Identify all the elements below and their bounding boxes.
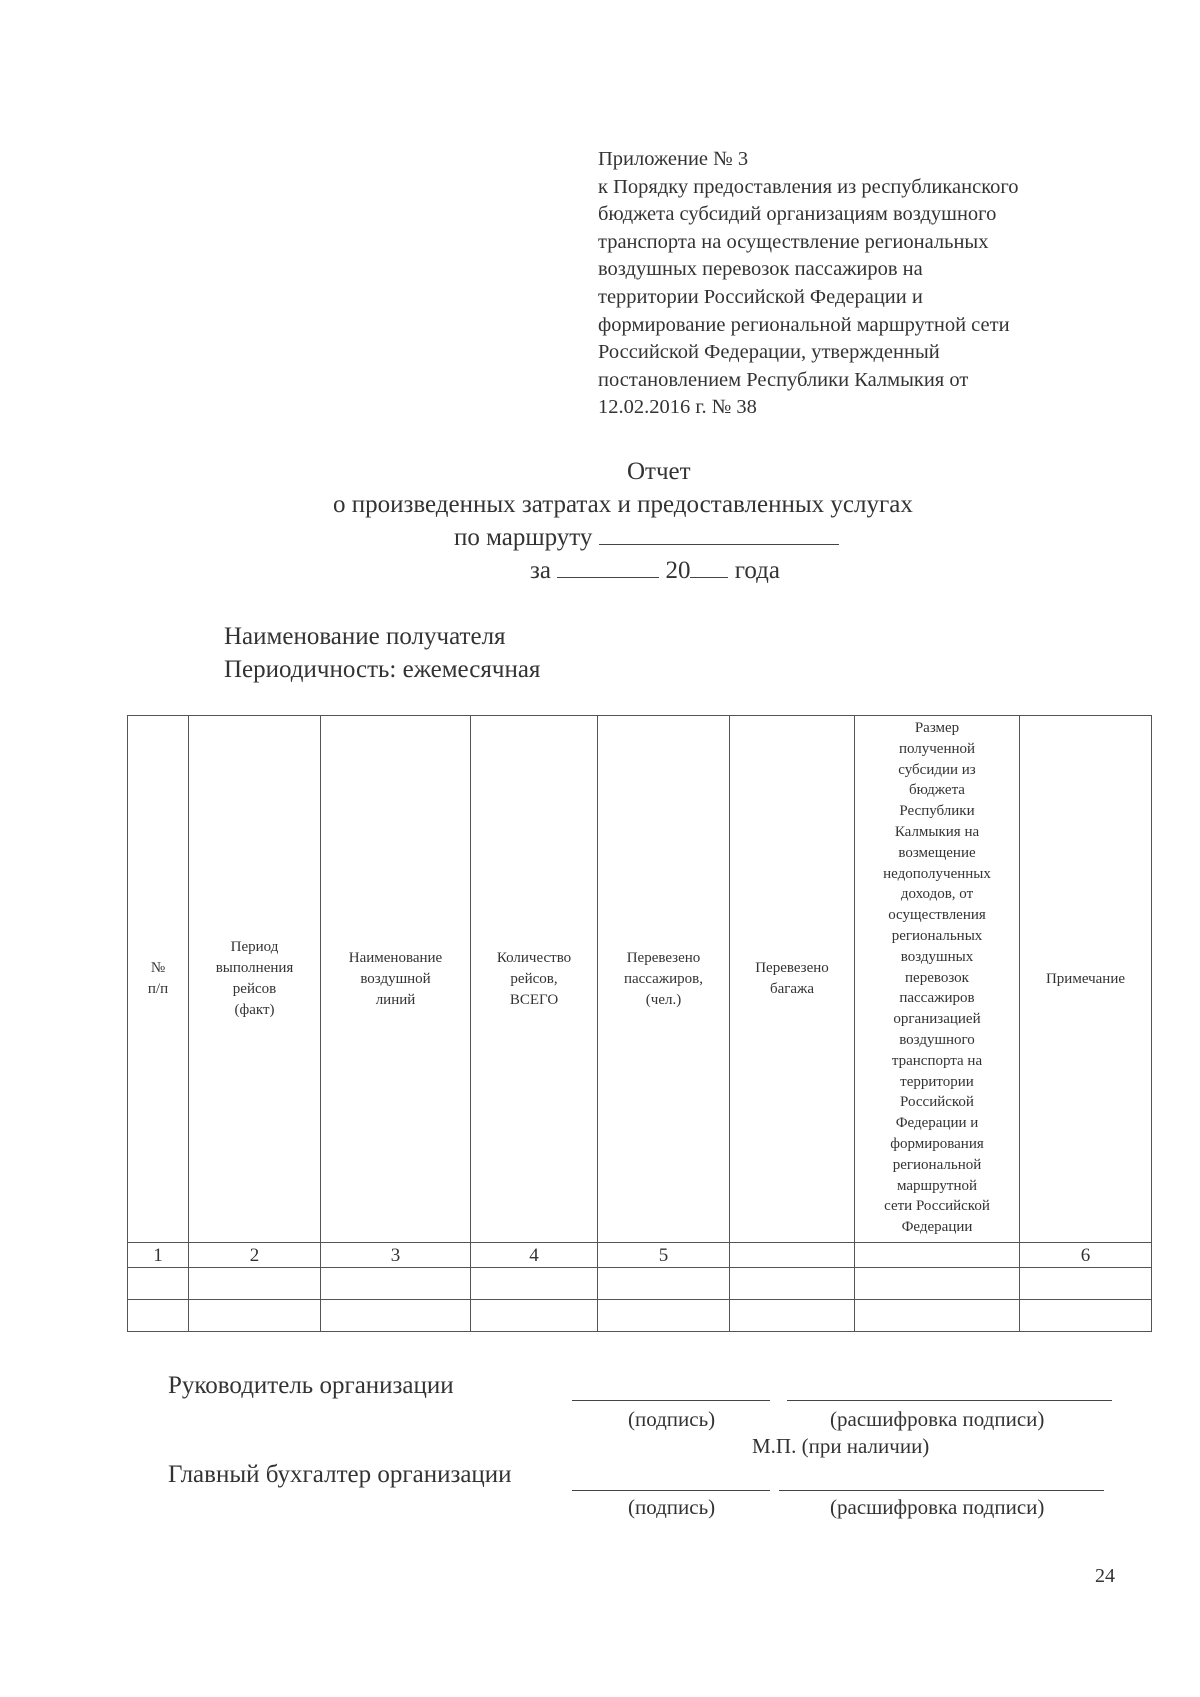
annex-line: к Порядку предоставления из республиканского [598, 175, 1019, 198]
year-prefix: 20 [665, 557, 691, 584]
table-cell [189, 1300, 321, 1332]
table-cell [855, 1268, 1020, 1300]
column-number-cell: 1 [128, 1243, 189, 1268]
table-cell [189, 1268, 321, 1300]
table-cell [128, 1268, 189, 1300]
table-cell [471, 1300, 598, 1332]
periodicity-label: Периодичность: ежемесячная [224, 656, 541, 683]
period-prefix: за [530, 557, 551, 584]
annex-line: 12.02.2016 г. № 38 [598, 396, 757, 419]
accountant-signature-line [572, 1490, 770, 1491]
table-cell [1020, 1268, 1152, 1300]
annex-line: транспорта на осуществление региональных [598, 230, 989, 253]
table-cell [471, 1268, 598, 1300]
table-column-numbers-row [128, 1243, 1152, 1268]
title-route [454, 521, 839, 554]
accountant-signature-caption: (подпись) [628, 1495, 716, 1519]
annex-line: Российской Федерации, утвержденный [598, 341, 940, 364]
page-number: 24 [1095, 1565, 1115, 1587]
table-cell [321, 1268, 471, 1300]
title-period [530, 554, 780, 587]
header-cell-number: № п/п [128, 716, 189, 1243]
annex-line: постановлением Республики Калмыкия от [598, 368, 969, 391]
table-cell [321, 1300, 471, 1332]
header-cell-note: Примечание [1020, 716, 1152, 1243]
table-row [128, 1300, 1152, 1332]
annex-line: воздушных перевозок пассажиров на [598, 258, 923, 281]
table-cell [598, 1268, 730, 1300]
header-cell-line-name: Наименование воздушной линий [321, 716, 471, 1243]
annex-line: территории Российской Федерации и [598, 285, 923, 308]
head-signature-line [572, 1400, 770, 1401]
accountant-decoding-caption: (расшифровка подписи) [830, 1495, 1045, 1519]
table-header-row [128, 716, 1152, 1243]
head-decoding-line [787, 1400, 1112, 1401]
year-blank [690, 555, 728, 578]
route-label: по маршруту [454, 524, 593, 551]
column-number-cell: 2 [189, 1243, 321, 1268]
head-of-organization-label: Руководитель организации [168, 1372, 454, 1399]
table-cell [1020, 1300, 1152, 1332]
table-cell [855, 1300, 1020, 1332]
table-cell [128, 1300, 189, 1332]
column-number-cell: 3 [321, 1243, 471, 1268]
chief-accountant-label: Главный бухгалтер организации [168, 1461, 512, 1488]
route-blank [599, 522, 839, 545]
period-suffix: года [734, 557, 780, 584]
annex-line: бюджета субсидий организациям воздушного [598, 203, 997, 226]
column-number-cell: 5 [598, 1243, 730, 1268]
annex-line: формирование региональной маршрутной сети [598, 313, 1010, 336]
title-subtitle: о произведенных затратах и предоставленных услугах [333, 491, 913, 518]
column-number-cell [855, 1243, 1020, 1268]
month-blank [557, 555, 659, 578]
accountant-decoding-line [779, 1490, 1104, 1491]
column-number-cell: 6 [1020, 1243, 1152, 1268]
header-cell-subsidy: Размер полученной субсидии из бюджета Республики Калмыкия на возмещение недополученных доходов, от осуществления региональных воздушных перевозок пассажиров организацией воздушного транспорта на территории Российской Федерации и формирования региональной маршрутной сети Российской Федерации [855, 716, 1020, 1243]
stamp-caption: М.П. (при наличии) [752, 1434, 930, 1458]
table-row [128, 1268, 1152, 1300]
table-cell [730, 1268, 855, 1300]
header-cell-flights: Количество рейсов, ВСЕГО [471, 716, 598, 1243]
recipient-block [224, 620, 540, 686]
report-table [127, 715, 1152, 1332]
table-cell [598, 1300, 730, 1332]
head-signature-caption: (подпись) [628, 1407, 716, 1431]
annex-header [598, 146, 1118, 422]
header-cell-period: Период выполнения рейсов (факт) [189, 716, 321, 1243]
table-cell [730, 1300, 855, 1332]
annex-line: Приложение № 3 [598, 148, 749, 170]
title-report: Отчет [627, 458, 691, 485]
column-number-cell: 4 [471, 1243, 598, 1268]
recipient-name-label: Наименование получателя [224, 623, 506, 650]
header-cell-passengers: Перевезено пассажиров, (чел.) [598, 716, 730, 1243]
column-number-cell [730, 1243, 855, 1268]
header-cell-baggage: Перевезено багажа [730, 716, 855, 1243]
head-decoding-caption: (расшифровка подписи) [830, 1407, 1045, 1431]
